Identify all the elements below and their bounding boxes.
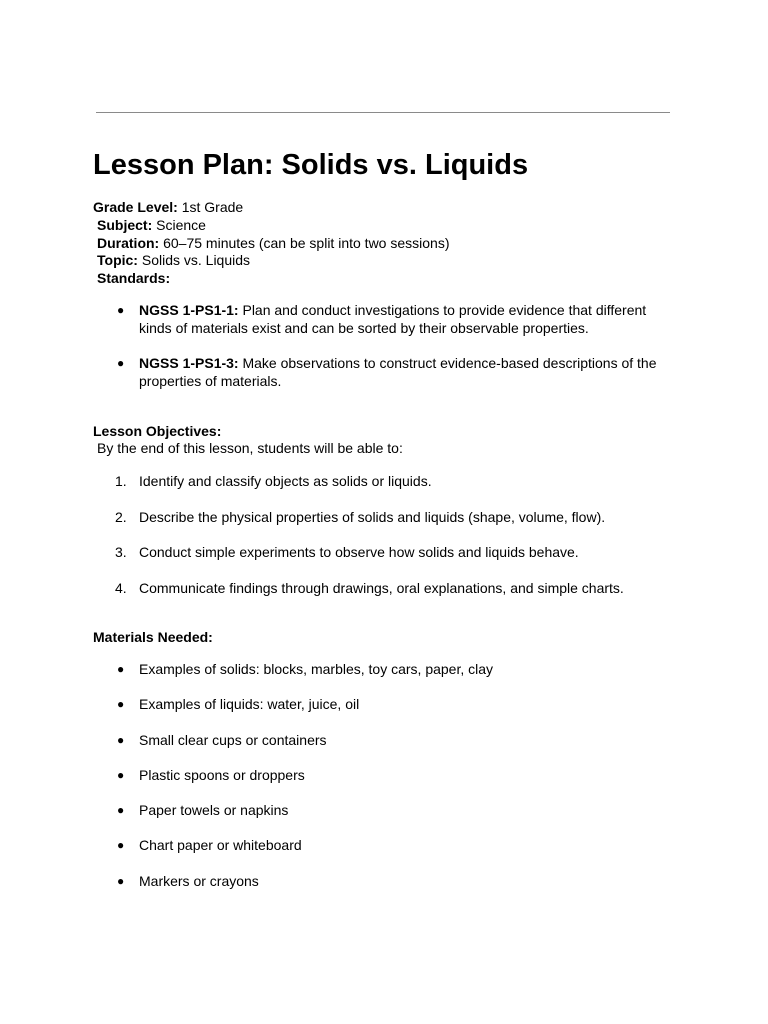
standard-text-line1: Plan and conduct investigations to provide evidence that different xyxy=(242,302,647,318)
subject-line xyxy=(93,217,449,235)
materials-heading: Materials Needed: xyxy=(93,629,213,645)
bullet-icon: ● xyxy=(117,697,125,712)
bullet-icon: ● xyxy=(117,732,125,747)
standard-text-line1: Make observations to construct evidence-based descriptions of the xyxy=(242,355,657,371)
list-item xyxy=(117,837,677,855)
topic-label: Topic: xyxy=(97,252,138,269)
list-item xyxy=(117,873,677,891)
list-item xyxy=(117,767,677,785)
objectives-intro: By the end of this lesson, students will be able to: xyxy=(97,440,403,456)
list-item xyxy=(93,509,624,527)
lesson-meta xyxy=(93,199,449,288)
page-title: Lesson Plan: Solids vs. Liquids xyxy=(93,149,529,181)
list-item xyxy=(117,661,677,679)
duration-value: 60–75 minutes (can be split into two sessions) xyxy=(163,234,450,251)
standards-label: Standards: xyxy=(97,270,171,287)
grade-level-label: Grade Level: xyxy=(93,199,178,215)
standard-text-line2: properties of materials. xyxy=(139,372,282,389)
item-number: 1. xyxy=(115,473,127,489)
list-item xyxy=(117,302,677,337)
objective-text: Describe the physical properties of solids and liquids (shape, volume, flow). xyxy=(139,508,606,525)
material-text: Plastic spoons or droppers xyxy=(139,766,305,783)
bullet-icon: ● xyxy=(117,356,125,370)
horizontal-rule xyxy=(96,112,670,113)
objective-text: Conduct simple experiments to observe how solids and liquids behave. xyxy=(139,544,579,560)
materials-list xyxy=(117,661,677,890)
material-text: Paper towels or napkins xyxy=(139,802,289,819)
material-text: Markers or crayons xyxy=(139,872,259,889)
duration-label: Duration: xyxy=(97,234,160,251)
list-item xyxy=(93,580,624,598)
list-item xyxy=(93,473,624,491)
objectives-heading: Lesson Objectives: xyxy=(93,423,222,439)
objective-text: Identify and classify objects as solids or liquids. xyxy=(139,473,432,489)
bullet-icon: ● xyxy=(117,873,125,888)
objective-text: Communicate findings through drawings, oral explanations, and simple charts. xyxy=(139,579,624,596)
item-number: 4. xyxy=(115,579,127,596)
bullet-icon: ● xyxy=(117,803,125,818)
duration-line xyxy=(93,235,449,253)
material-text: Small clear cups or containers xyxy=(139,731,327,748)
list-item xyxy=(93,544,624,562)
list-item xyxy=(117,696,677,714)
standards-list xyxy=(117,302,677,390)
bullet-icon: ● xyxy=(117,662,125,676)
list-item xyxy=(117,802,677,820)
topic-line xyxy=(93,252,449,270)
subject-value: Science xyxy=(156,216,206,233)
grade-level-value: 1st Grade xyxy=(181,199,244,215)
standard-text-line2: kinds of materials exist and can be sorted by their observable properties. xyxy=(139,319,589,336)
material-text: Examples of liquids: water, juice, oil xyxy=(139,696,360,713)
item-number: 2. xyxy=(115,508,127,525)
subject-label: Subject: xyxy=(97,216,153,233)
bullet-icon: ● xyxy=(117,767,125,782)
list-item xyxy=(117,732,677,750)
item-number: 3. xyxy=(115,544,127,560)
standards-line xyxy=(93,270,449,288)
material-text: Examples of solids: blocks, marbles, toy cars, paper, clay xyxy=(139,661,494,677)
topic-value: Solids vs. Liquids xyxy=(141,252,251,269)
list-item xyxy=(117,355,677,390)
bullet-icon: ● xyxy=(117,838,125,853)
material-text: Chart paper or whiteboard xyxy=(139,837,302,854)
grade-level-line xyxy=(93,199,449,217)
standard-code: NGSS 1-PS1-3: xyxy=(139,355,239,371)
objectives-list xyxy=(93,473,624,597)
standard-code: NGSS 1-PS1-1: xyxy=(139,302,239,318)
bullet-icon: ● xyxy=(117,303,125,317)
